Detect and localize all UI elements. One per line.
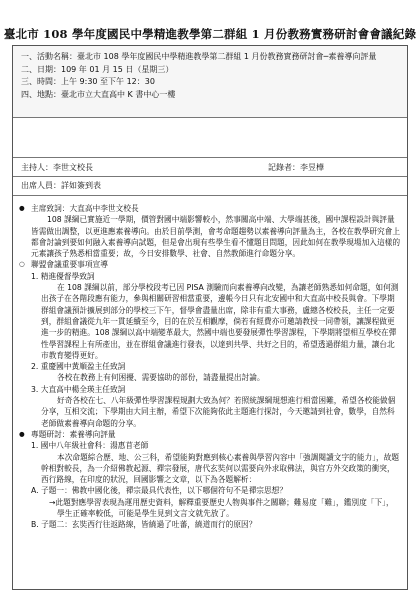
attendees-row: [13, 176, 407, 196]
paragraph: 好奇各校在七、八年級彈性學習課程規劃大致為何？若照統課綱規想進行相當困難，希望各校能做個分享，互相交流；下學期由大同主辦，希望下次能夠依此主題進行探討，今天邀請到社會，數學，自然科老師做素養導向命題的分享。: [41, 396, 396, 428]
question-item: A. 子題一：佛教中國化後，禪宗最具代表性，以下哪個符句不是禪宗思想？: [31, 486, 288, 496]
paragraph: 各校在教務上有何困擾、需要協助的部份，請盡量提出討論。: [57, 373, 265, 383]
event-date: 二、日期：109 年 01 月 15 日（星期三）: [21, 64, 174, 74]
section-heading: ● 專題研討：素養導向評量: [21, 429, 401, 440]
question-analysis: →此題對應學習表現為運用歷史資料，解釋重要歷史人物與事件之關聯；難易度「難」，鑑別度「下」，學生正確率較低，可能是學生見到文言文就先放了。: [49, 497, 394, 519]
numbered-heading: 3. 大直高中楊全瑛主任致詞: [31, 384, 126, 394]
section-heading: ○ 聯盟會議重要事項宣導: [21, 259, 401, 270]
event-name: 一、活動名稱：臺北市 108 學年度國民中學精進教學第二群組 1 月份教務實務研討會─素養導向評量: [21, 52, 377, 61]
event-location: 四、地點：臺北市立大直高中 K 書中心一樓: [21, 89, 176, 99]
numbered-heading: 2. 重慶國中黃順盈主任致詞: [31, 362, 126, 372]
paragraph: 本次命題綜合歷、地、公三科，希望能夠對應到核心素養與學習內容中「強調閱讀文字的能力」，故題幹相對較長，為一介紹佛教起源、禪宗發展，唐代玄奘何以需要向外求取佛法，與官方外交政策的衝突，西行路線，在印度的狀況，回國影響之文章，以下為各題解析：: [41, 452, 400, 485]
page-title: 臺北市 108 學年度國民中學精進教學第二群組 1 月份教務實務研討會會議紀錄: [3, 27, 417, 41]
attendees: 出席人員：詳如簽到表: [21, 181, 101, 190]
numbered-heading: 1. 精進優督學致詞: [31, 271, 95, 281]
paragraph: 108 課綱已實施近一學期，價管對國中端影響較小，然事關高中端、大學端甚後，國中課程設計與評量皆需做出調整，以更進應素養導向。由於目前學測，會考命題趨勢以素養導向評量為主，各校在教學研究會上都會討論到要如何融入素養導向試題，但是會出現有些學生看不懂題目問題，因此如何在教學現場加入這樣的元素讓孩子熟悉相當重要；故，今日安排數學、社會、自然教師進行命題分享。: [31, 215, 401, 259]
chair: 主持人：李世文校長: [21, 163, 93, 172]
event-info-box: [13, 46, 407, 118]
recorder: 記錄者：李昱樺: [268, 163, 324, 172]
event-time: 三、時間：上午 9:30 至下午 12：30: [21, 77, 155, 87]
question-item: B. 子題二：玄奘西行往返路線，皆繞過了吐蕃，繞道而行的原因？: [31, 520, 257, 530]
minutes-body: [21, 203, 401, 531]
paragraph: 在 108 課綱以前，部分學校段考已因 PISA 測驗而向素養導向改變，為讓老師熟悉如何命題，如何測出孩子在各階段應有能力，參與相關研習相當重要，邊帳今日只有北安國中和大直高中校長與會。下學期群組會議預計擴展到部分的學校三下午，督學會盡量出席，除非有重大事務，盧總各校校長，主任一定要到，群組會議從九年一貫延續至今，目的在於互相觀摩，倘若有經費亦可邀請教授一同帶領，讓課程做更進一步的精進。108 課綱以高中端變革最大，然國中端也要發展彈性學習課程，下學期將望相互學校在彈性學習課程上有所產出，並在群組會議進行發表，以達到共學、共好之目的，希望透過群組力量，讓台北市教育變得更好。: [41, 283, 399, 360]
numbered-heading: 1. 國中八年級社會科：湯惠苜老師: [31, 441, 149, 451]
chair-recorder-row: [13, 157, 407, 177]
section-heading: ● 主席致詞：大直高中李世文校長: [21, 203, 401, 214]
minutes-frame: [12, 45, 408, 590]
